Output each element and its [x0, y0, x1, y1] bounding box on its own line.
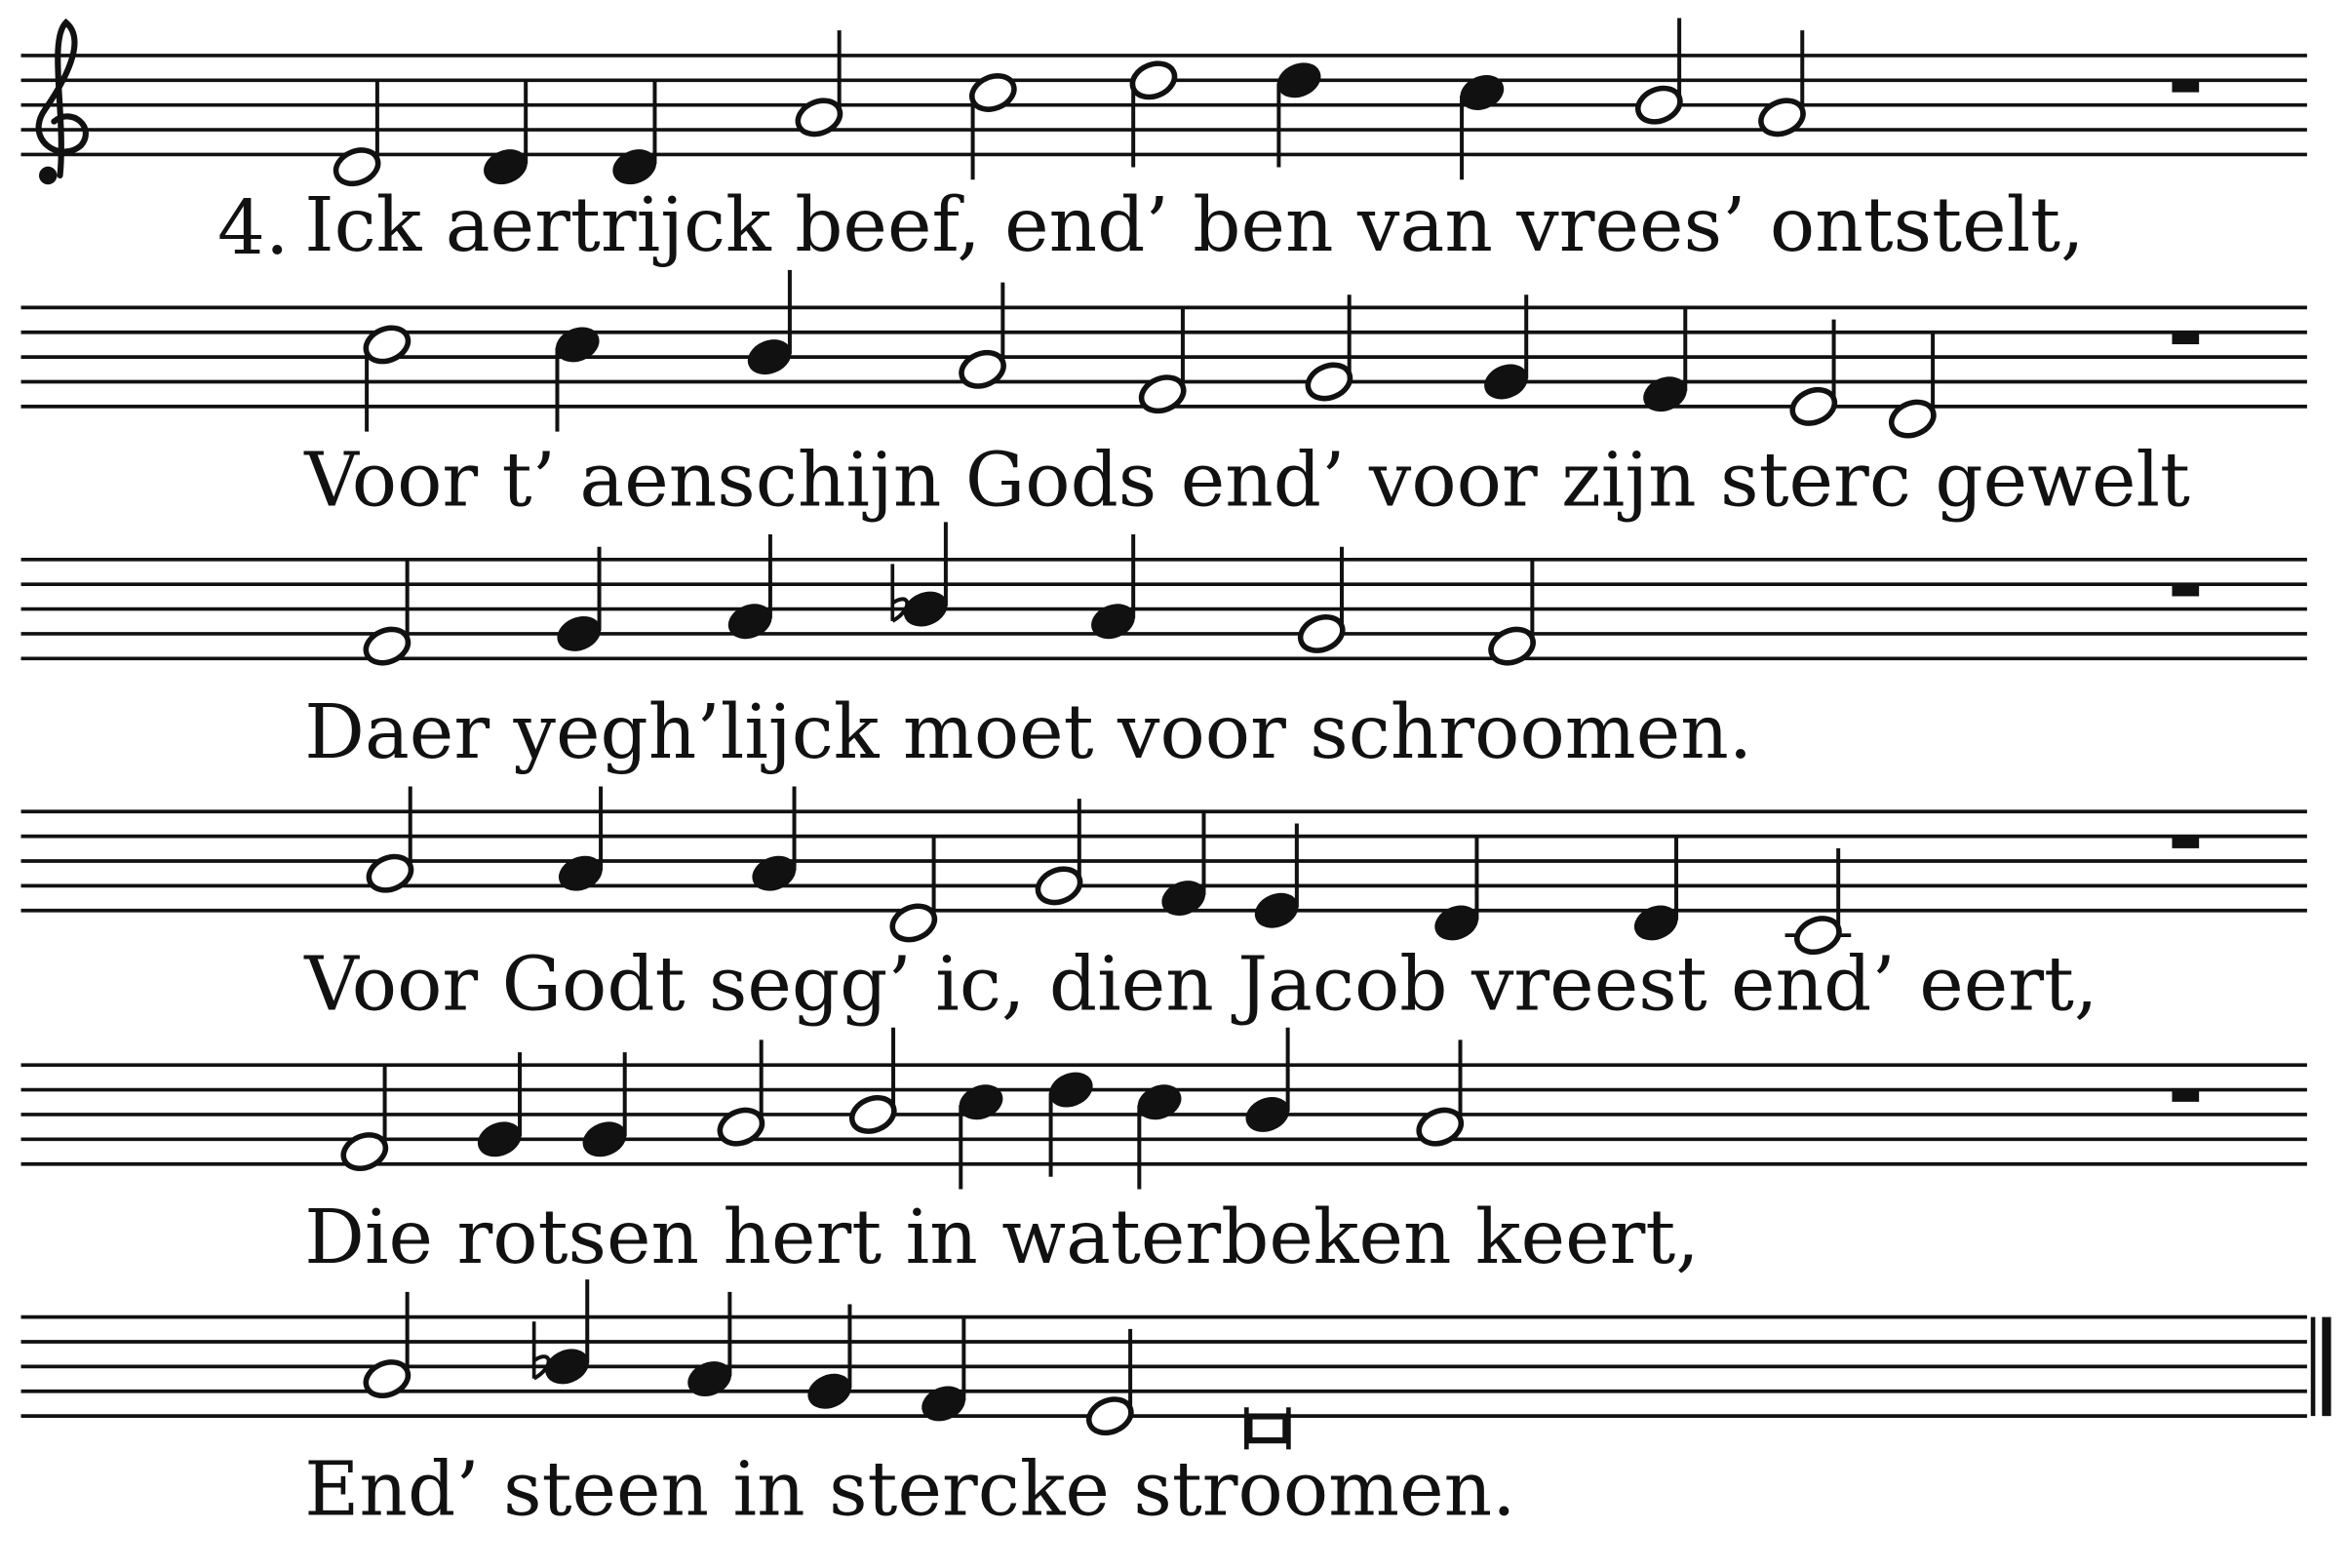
lyric-line: Daer yegh’lijck moet voor schroomen. [304, 688, 1753, 776]
half-note [361, 322, 412, 368]
quarter-note [804, 1368, 855, 1414]
quarter-note [474, 1117, 526, 1162]
half-note [361, 623, 412, 669]
lyric-line: Voor t’ aenschijn Gods end’ voor zijn sterc gewelt [304, 436, 2190, 524]
verse-number: 4. [217, 184, 290, 272]
half-rest [2172, 837, 2199, 848]
quarter-note [1639, 372, 1691, 417]
half-note [847, 1092, 899, 1138]
half-note [1127, 58, 1179, 103]
half-note [1414, 1104, 1466, 1150]
quarter-note [748, 850, 800, 896]
lyric-line: Voor Godt segg’ ic, dien Jacob vreest end’ eert, [304, 940, 2098, 1028]
half-note [1136, 372, 1188, 417]
quarter-note [743, 334, 795, 380]
half-note [1033, 863, 1084, 909]
half-rest [2172, 80, 2199, 92]
quarter-note [1456, 70, 1508, 116]
quarter-note [553, 611, 605, 657]
quarter-note [955, 1079, 1006, 1125]
quarter-note [724, 599, 775, 645]
quarter-note [1250, 887, 1302, 933]
half-note [1296, 611, 1348, 657]
half-note [1486, 623, 1538, 669]
half-note [957, 346, 1008, 392]
quarter-note [1241, 1092, 1293, 1138]
quarter-note [1480, 359, 1532, 405]
barline-thick [2322, 1317, 2331, 1417]
lyric-line: End’ steen in stercke stroomen. [304, 1445, 1516, 1534]
quarter-note [555, 850, 607, 896]
quarter-note [1045, 1067, 1097, 1113]
half-note [715, 1104, 766, 1150]
lyric-line: Ick aertrijck beef, end’ ben van vrees’ ontstelt, [304, 181, 2085, 269]
half-note [887, 900, 939, 946]
half-rest [2172, 584, 2199, 596]
quarter-note [1273, 58, 1324, 103]
quarter-note [1087, 599, 1139, 645]
half-note [1787, 384, 1839, 430]
half-note [1084, 1393, 1136, 1439]
half-note [967, 70, 1019, 116]
half-note [793, 95, 844, 140]
quarter-note [552, 322, 604, 368]
quarter-note [1630, 900, 1682, 946]
half-rest [2172, 1090, 2199, 1102]
half-note [1633, 82, 1685, 128]
breve-note [1249, 1417, 1285, 1441]
half-note [364, 850, 415, 896]
quarter-note [541, 1344, 593, 1390]
quarter-note [684, 1356, 735, 1402]
lyric-line: Die rotsen hert in waterbeken keert, [304, 1194, 1700, 1281]
quarter-note [1133, 1079, 1185, 1125]
quarter-note [899, 586, 951, 632]
half-note [338, 1129, 390, 1175]
half-note [361, 1356, 412, 1402]
half-rest [2172, 333, 2199, 344]
quarter-note [918, 1381, 969, 1427]
half-note [1887, 396, 1939, 442]
half-note [1756, 95, 1808, 140]
quarter-note [1431, 900, 1482, 946]
quarter-note [1157, 876, 1209, 921]
quarter-note [578, 1117, 630, 1162]
half-note [1303, 359, 1354, 405]
